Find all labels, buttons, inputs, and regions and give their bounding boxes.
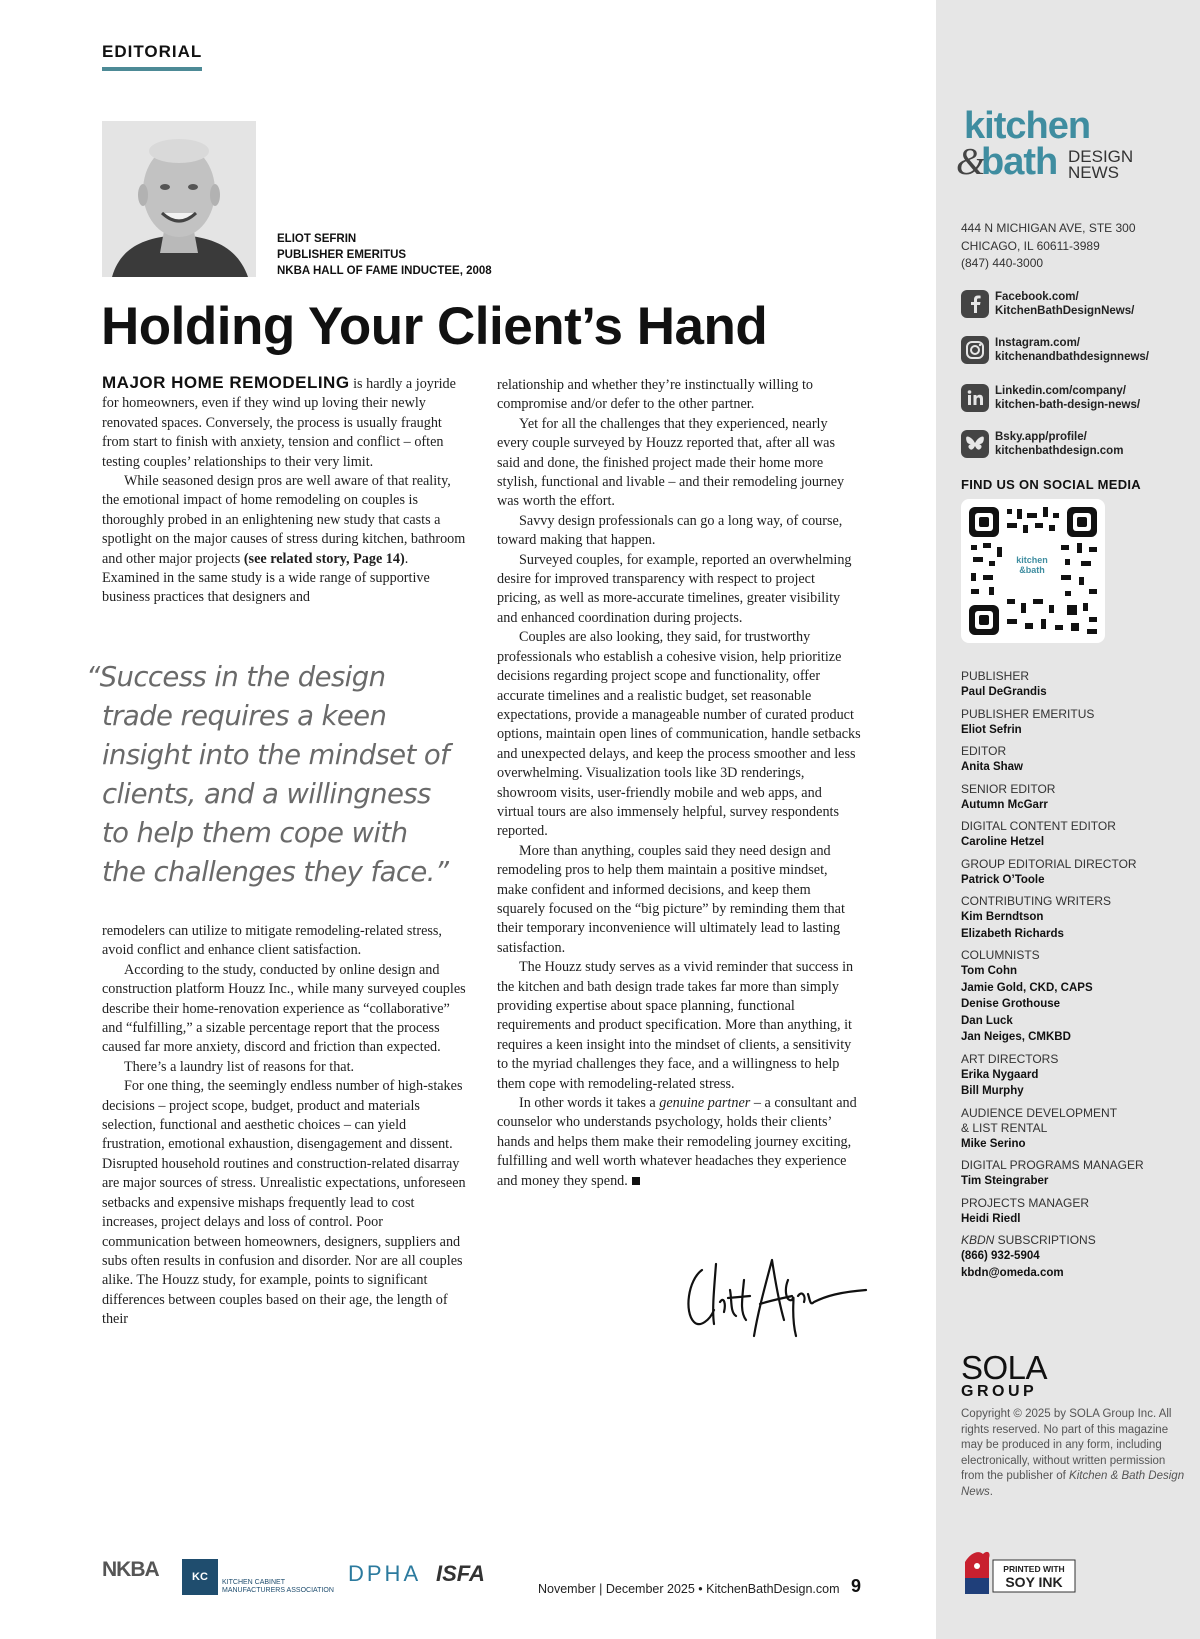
masthead-group [961, 1106, 1191, 1153]
byline-honor: NKBA HALL OF FAME INDUCTEE, 2008 [277, 265, 492, 277]
masthead-name: Jan Neiges, CMKBD [961, 1031, 1071, 1043]
masthead-group [961, 1233, 1191, 1281]
body-paragraph: The Houzz study serves as a vivid reminder that success in the kitchen and bath design trade takes far more than simply providing expertise about space planning, functional requirements and product specification. More than anything, it requires a keen insight into the mindset of clients, a sensitivity to the myriad challenges they face, and a willingness to help them cope with remodeling-related stress. [497, 959, 854, 1092]
body-column-1-top [102, 373, 466, 608]
masthead-name: kbdn@omeda.com [961, 1266, 1064, 1279]
soy-ink-badge [961, 1548, 1079, 1598]
masthead-group [961, 669, 1191, 701]
headline: Holding Your Client’s Hand [101, 297, 768, 356]
masthead-name: Bill Murphy [961, 1085, 1024, 1097]
masthead-role: COLUMNISTS [961, 948, 1040, 962]
masthead-role: GROUP EDITORIAL DIRECTOR [961, 856, 1137, 871]
masthead-name: Tom Cohn [961, 965, 1017, 977]
association-logos [102, 1555, 502, 1619]
facebook-icon [961, 290, 989, 318]
masthead-role: PUBLISHER [961, 669, 1030, 683]
body-paragraph: More than anything, couples said they need design and remodeling pros to help them maintain a positive mindset, make confident and informed decisions, and keep them squarely focused on the “big picture” by reminding them that their temporary inconvenience will ultimately lead to lasting satisfaction. [497, 842, 845, 956]
body-paragraph: There’s a laundry list of reasons for that. [124, 1058, 355, 1075]
masthead-group [961, 744, 1191, 776]
byline-title: PUBLISHER EMERITUS [277, 249, 407, 261]
isfa-logo: ISFA [436, 1561, 485, 1586]
masthead-staff-list [961, 669, 1191, 1287]
masthead-group [961, 1196, 1191, 1228]
dpha-logo: DPHA [348, 1561, 422, 1586]
lead-in: MAJOR HOME REMODELING [102, 373, 350, 392]
body-paragraph: relationship and whether they’re instinctually willing to compromise and/or defer to the other partner. [497, 377, 813, 413]
masthead-group [961, 819, 1191, 851]
masthead-group [961, 1158, 1191, 1190]
body-paragraph: Yet for all the challenges that they experienced, nearly every couple surveyed by Houzz reported that, after all was said and done, the finished project made their home more stylish, functional and livable – and their remodeling journey was worth the effort. [497, 415, 845, 510]
linkedin-icon [961, 384, 989, 412]
svg-text:PRINTED WITH: PRINTED WITH [1003, 1564, 1065, 1574]
story-reference: (see related story, Page 14) [243, 550, 405, 567]
body-column-1-bottom [102, 922, 466, 1330]
qr-code-icon [961, 499, 1105, 643]
masthead-name: Heidi Riedl [961, 1212, 1021, 1225]
masthead-name: Patrick O’Toole [961, 873, 1045, 886]
signature-icon [680, 1250, 870, 1340]
svg-text:&bath: &bath [1019, 565, 1045, 575]
body-paragraph: Surveyed couples, for example, reported an overwhelming desire for improved transparency with respect to project pricing, as well as more-accurate timelines, greater visibility and enhanced coordination during projects. [497, 551, 852, 626]
instagram-icon [961, 336, 989, 364]
end-mark-icon [632, 1177, 640, 1185]
section-label: EDITORIAL [102, 42, 202, 71]
pull-quote: “Success in the design trade requires a keen insight into the mindset of clients, and a willingness to help them cope with the challenges they face.” [86, 661, 450, 888]
masthead-name: Kim Berndtson [961, 911, 1044, 923]
masthead-name: Eliot Sefrin [961, 723, 1022, 736]
masthead-role: DIGITAL PROGRAMS MANAGER [961, 1158, 1144, 1172]
body-column-2 [497, 376, 861, 1191]
byline-name: ELIOT SEFRIN [277, 233, 357, 245]
masthead-group [961, 857, 1191, 889]
body-paragraph: Savvy design professionals can go a long way, of course, toward making that happen. [497, 512, 843, 549]
masthead-name: (866) 932-5904 [961, 1250, 1040, 1262]
masthead-name: Mike Serino [961, 1137, 1026, 1150]
masthead-role: PUBLISHER EMERITUS [961, 706, 1095, 721]
masthead-role: KBDN SUBSCRIPTIONS [961, 1233, 1096, 1247]
body-paragraph: In other words it takes a genuine partner – a consultant and counselor who understands psychology, holds their clients’ hands and helps them make their remodeling journey exciting, fulfilling and well worth whatever headaches they experience and money they spend. [497, 1095, 857, 1189]
masthead-group [961, 894, 1191, 942]
body-paragraph: For one thing, the seemingly endless number of high-stakes decisions – project scope, budget, product and materials selection, functional and aesthetic choices – can yield frustration, emotional exhaustion, disengagement and dissent. Disrupted household routines and construction-related disarray are major sources of stress. Unrealistic expectations, unforeseen setbacks and expensive mishaps frequently lead to cost increases, project delays and loss of control. Poor communication between homeowners, designers, suppliers and subs often results in confusion and disorder. Nor are all couples alike. The Houzz study, for example, points to significant differences between couples based on their age, the length of their [102, 1078, 466, 1328]
masthead-name: Caroline Hetzel [961, 836, 1045, 848]
body-paragraph: While seasoned design pros are well aware of that reality, the emotional impact of home remodeling on couples is thoroughly probed in an enlightening new study that casts a spotlight on the major causes of stress during kitchen, bathroom and other major projects (see related story, Page 14). Examined in the same study is a wide range of supportive business practices that designers and [102, 473, 466, 606]
mailing-address: 444 N MICHIGAN AVE, STE 300 CHICAGO, IL 60611-3989 (847) 440-3000 [961, 221, 1136, 270]
brand-logo: kitchen & bath DESIGN NEWS [956, 105, 1134, 183]
masthead-name: Tim Steingraber [961, 1175, 1049, 1187]
masthead-role: PROJECTS MANAGER [961, 1195, 1090, 1210]
author-portrait-icon [102, 121, 256, 277]
body-paragraph: MAJOR HOME REMODELING is hardly a joyride for homeowners, even if they wind up loving their newly renovated spaces. Conversely, the process is usually fraught from start to finish with anxiety, tension and conflict – often testing couples’ relationships to their very limit. [102, 373, 456, 470]
page-number: 9 [851, 1576, 862, 1596]
masthead-role: AUDIENCE DEVELOPMENT [961, 1105, 1118, 1120]
masthead-name: Jamie Gold, CKD, CAPS [961, 981, 1093, 994]
masthead-group [961, 1052, 1191, 1100]
soy-ink-icon [961, 1548, 1079, 1598]
nkba-logo: NKBA [102, 1558, 159, 1581]
kcma-name: KITCHEN CABINET MANUFACTURERS ASSOCIATION [222, 1579, 334, 1594]
masthead-role: CONTRIBUTING WRITERS [961, 894, 1111, 908]
svg-text:kitchen: kitchen [1016, 555, 1048, 565]
qr-code[interactable] [961, 499, 1105, 643]
masthead-name: Anita Shaw [961, 761, 1023, 773]
sola-group-logo: SOLA GROUP [961, 1349, 1048, 1400]
masthead-name: Erika Nygaard [961, 1068, 1039, 1081]
folio: November | December 2025 • KitchenBathDesign.com [538, 1582, 840, 1596]
masthead-role: ART DIRECTORS [961, 1051, 1059, 1066]
kcma-logo: KC MA [182, 1559, 218, 1595]
body-paragraph: remodelers can utilize to mitigate remodeling-related stress, avoid conflict and enhance client satisfaction. [102, 923, 442, 959]
masthead-group [961, 948, 1191, 1046]
masthead-name: Autumn McGarr [961, 798, 1048, 811]
byline [277, 231, 492, 279]
masthead-name: Paul DeGrandis [961, 686, 1047, 698]
masthead-name: Elizabeth Richards [961, 927, 1064, 940]
masthead-group [961, 707, 1191, 739]
author-photo [102, 121, 256, 277]
masthead-name: Dan Luck [961, 1014, 1013, 1027]
copyright-notice: Copyright © 2025 by SOLA Group Inc. All rights reserved. No part of this magazine may be produced in any form, including electronically, without written permission from the publisher of Kitchen & Bath Design News. [961, 1408, 1185, 1498]
masthead-role: EDITOR [961, 744, 1007, 758]
bluesky-icon [961, 430, 989, 458]
masthead-role: DIGITAL CONTENT EDITOR [961, 819, 1116, 833]
body-paragraph: According to the study, conducted by online design and construction platform Houzz Inc., while many surveyed couples describe their home-renovation experience as “collaborative” and “fulfilling,” a sizable percentage report that the process caused far more anxiety, discord and friction than expected. [102, 961, 466, 1056]
svg-text:SOY INK: SOY INK [1005, 1574, 1063, 1590]
masthead-name: Denise Grothouse [961, 998, 1061, 1010]
find-us-heading: FIND US ON SOCIAL MEDIA [961, 477, 1142, 492]
masthead-role: SENIOR EDITOR [961, 781, 1056, 796]
masthead-group [961, 782, 1191, 814]
masthead-role: & LIST RENTAL [961, 1120, 1048, 1135]
body-paragraph: Couples are also looking, they said, for trustworthy professionals who establish a cohesive vision, help prioritize decisions regarding project scope and functionality, offer accurate timelines and a realistic budget, set reasonable expectations, provide a manageable number of curated product options, maintain open lines of communication, handle setbacks and unexpected delays, and keep the process smoother and less overwhelming. Visualization tools like 3D renderings, showroom visits, user-friendly mobile and web apps, and virtual tours are also immensely helpful, survey respondents reported. [497, 629, 861, 840]
